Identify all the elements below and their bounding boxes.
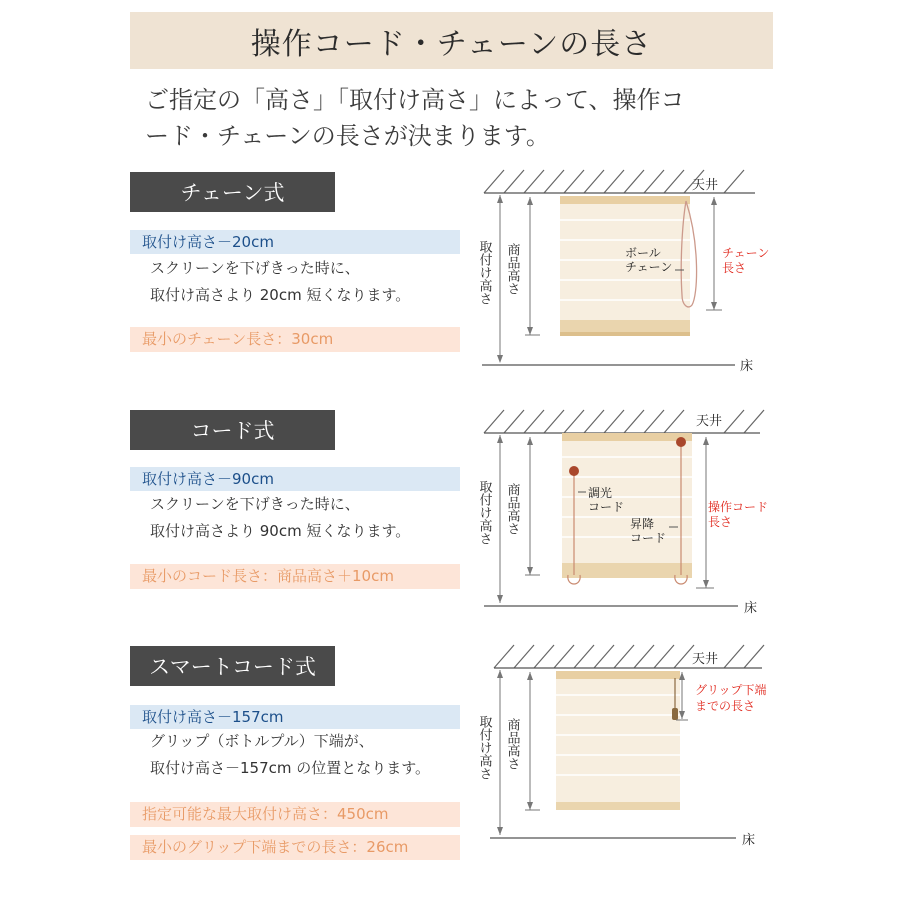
title-band (130, 12, 773, 69)
note-smart-cord-2: 最小のグリップ下端までの長さ：26cm (130, 835, 460, 860)
inner-label: コード (588, 500, 625, 514)
product-height-label: 商品高さ (504, 718, 520, 770)
red-label: 長さ (708, 515, 733, 529)
grip (672, 708, 678, 720)
head-rail (562, 433, 692, 441)
spec-smart-cord: 取付け高さ－157cm (130, 705, 460, 729)
ceiling-label: 天井 (696, 414, 723, 429)
desc-line: スクリーンを下げきった時に、 (150, 259, 360, 277)
cord-diagram (470, 405, 770, 620)
ceiling-hatch (494, 645, 764, 668)
red-label: 長さ (722, 261, 747, 275)
desc-line: スクリーンを下げきった時に、 (150, 495, 360, 513)
floor-label: 床 (742, 833, 756, 848)
blind-fabric (562, 433, 692, 578)
red-label: グリップ下端 (695, 683, 767, 697)
inner-label: 調光 (588, 486, 613, 500)
head-rail (560, 196, 690, 204)
intro-text (145, 82, 765, 154)
floor-label: 床 (744, 601, 758, 616)
ceiling-label: 天井 (692, 652, 719, 667)
desc-line: グリップ（ボトルプル）下端が、 (150, 732, 374, 750)
bottom-rail (562, 563, 692, 578)
mount-height-label: 取付け高さ (476, 240, 492, 305)
section-tag-chain: チェーン式 (130, 172, 335, 212)
desc-line: 取付け高さより 90cm 短くなります。 (150, 522, 411, 540)
inner-label: ボール (625, 246, 661, 260)
floor-label: 床 (740, 359, 754, 374)
smart-cord-diagram (470, 640, 770, 855)
blind-fabric (556, 671, 680, 810)
bottom-rail (556, 802, 680, 810)
head-rail (556, 671, 680, 679)
mount-height-label: 取付け高さ (476, 480, 492, 545)
intro-line-2: ード・チェーンの長さが決まります。 (145, 122, 550, 150)
inner-label-2: コード (630, 531, 667, 545)
inner-label-2: 昇降 (630, 517, 655, 531)
lift-cord-knob (676, 437, 686, 447)
product-height-label: 商品高さ (504, 483, 520, 535)
chain-diagram (470, 165, 770, 380)
section-tag-cord: コード式 (130, 410, 335, 450)
mount-height-label: 取付け高さ (476, 715, 492, 780)
inner-label: チェーン (625, 260, 673, 274)
dimming-cord-knob (569, 466, 579, 476)
desc-smart-cord (150, 728, 430, 782)
desc-chain (150, 255, 410, 309)
desc-line: 取付け高さより 20cm 短くなります。 (150, 286, 411, 304)
note-chain: 最小のチェーン長さ：30cm (130, 327, 460, 352)
desc-cord (150, 491, 410, 545)
note-cord: 最小のコード長さ：商品高さ＋10cm (130, 564, 460, 589)
red-label: 操作コード (708, 500, 769, 514)
spec-chain: 取付け高さ－20cm (130, 230, 460, 254)
intro-line-1: ご指定の「高さ」「取付け高さ」によって、操作コ (145, 86, 685, 114)
product-height-label: 商品高さ (504, 243, 520, 295)
page-title: 操作コード・チェーンの長さ (250, 26, 653, 62)
ceiling-label: 天井 (692, 178, 719, 193)
section-tag-smart-cord: スマートコード式 (130, 646, 335, 686)
red-label: までの長さ (695, 699, 756, 713)
note-smart-cord-1: 指定可能な最大取付け高さ：450cm (130, 802, 460, 827)
spec-cord: 取付け高さ－90cm (130, 467, 460, 491)
red-label: チェーン (722, 246, 770, 260)
desc-line: 取付け高さ－157cm の位置となります。 (150, 759, 431, 777)
